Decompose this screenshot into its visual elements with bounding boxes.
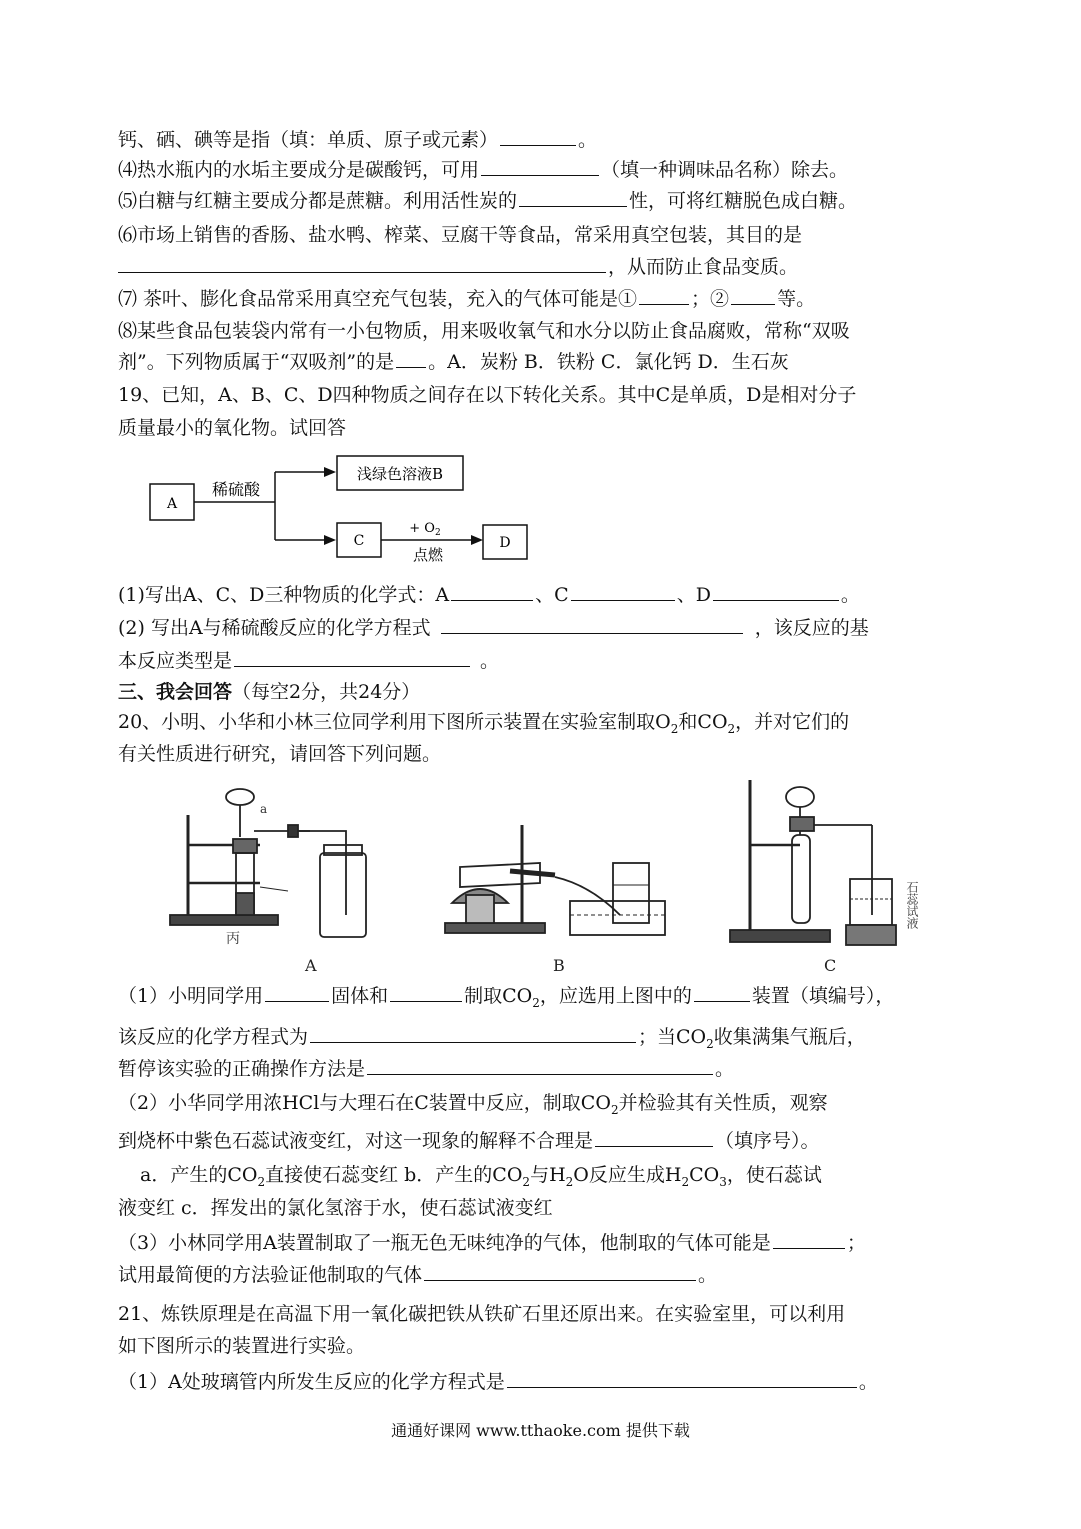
answer-blank[interactable] bbox=[234, 648, 470, 667]
text-line: 到烧杯中紫色石蕊试液变红，对这一现象的解释不合理是 （填序号）。 bbox=[118, 1130, 820, 1152]
apparatus-figure bbox=[160, 775, 940, 980]
answer-blank[interactable] bbox=[451, 582, 533, 601]
apparatus-a bbox=[170, 789, 366, 937]
answer-blank[interactable] bbox=[773, 1230, 845, 1249]
text-line: ⑻某些食品包装袋内常有一小包物质，用来吸收氧气和水分以防止食品腐败，常称“双吸 bbox=[118, 320, 850, 342]
apparatus-c bbox=[730, 780, 896, 945]
answer-blank[interactable] bbox=[500, 127, 576, 146]
ignite-label: 点燃 bbox=[412, 546, 444, 564]
arrow-head bbox=[324, 535, 336, 545]
text-line: 剂”。下列物质属于“双吸剂”的是 。A．炭粉 B．铁粉 C．氯化钙 D．生石灰 bbox=[118, 351, 789, 373]
text-line: ⑸白糖与红糖主要成分都是蔗糖。利用活性炭的 性，可将红糖脱色成白糖。 bbox=[118, 190, 858, 212]
text-line: （3）小林同学用A装置制取了一瓶无色无味纯净的气体，他制取的气体可能是 ； bbox=[118, 1232, 866, 1254]
text-line: 如下图所示的装置进行实验。 bbox=[118, 1335, 366, 1357]
text-line: 21、炼铁原理是在高温下用一氧化碳把铁从铁矿石里还原出来。在实验室里，可以利用 bbox=[118, 1303, 846, 1325]
answer-blank[interactable] bbox=[390, 983, 462, 1002]
text-line: (1)写出A、C、D三种物质的化学式：A 、C 、D 。 bbox=[118, 584, 860, 606]
text-line: ⑷热水瓶内的水垢主要成分是碳酸钙，可用 （填一种调味品名称）除去。 bbox=[118, 159, 849, 181]
answer-blank[interactable] bbox=[441, 615, 743, 634]
text-line: （1）小明同学用 固体和 制取$CO_2$，应选用上图中的 装置（填编号）， bbox=[118, 985, 895, 1010]
text-line: ⑹市场上销售的香肠、盐水鸭、榨菜、豆腐干等食品，常采用真空包装，其目的是 bbox=[118, 224, 803, 246]
answer-blank[interactable] bbox=[731, 286, 775, 305]
answer-blank[interactable] bbox=[118, 254, 606, 273]
conversion-diagram bbox=[140, 450, 540, 568]
page-footer: 通通好课网 www.tthaoke.com 提供下载 bbox=[391, 1421, 690, 1440]
text-line: 有关性质进行研究，请回答下列问题。 bbox=[118, 743, 442, 765]
answer-blank[interactable] bbox=[519, 188, 627, 207]
text-line: 暂停该实验的正确操作方法是 。 bbox=[118, 1058, 735, 1080]
litmus-label: 石蕊试液 bbox=[905, 881, 919, 929]
answer-blank[interactable] bbox=[571, 582, 675, 601]
text-line: （2）小华同学用浓HCl与大理石在C装置中反应，制取$CO_2$并检验其有关性质，观察 bbox=[118, 1092, 828, 1117]
apparatus-label-c: C bbox=[824, 956, 837, 975]
text-line: (2) 写出A与稀硫酸反应的化学方程式 ，该反应的基 bbox=[118, 617, 869, 639]
answer-blank[interactable] bbox=[507, 1369, 857, 1388]
text-line: 20、小明、小华和小林三位同学利用下图所示装置在实验室制取$O_2$和$CO_2$，并对它们的 bbox=[118, 711, 850, 736]
text-line: 试用最简便的方法验证他制取的气体 。 bbox=[118, 1264, 718, 1286]
answer-blank[interactable] bbox=[396, 349, 426, 368]
line-text: 钙、硒、碘等是指（填：单质、原子或元素） bbox=[118, 129, 499, 151]
arrow-head bbox=[471, 535, 483, 545]
box-d-label: D bbox=[499, 535, 511, 551]
box-b-label: 浅绿色溶液B bbox=[356, 465, 444, 483]
text-line: 质量最小的氧化物。试回答 bbox=[118, 417, 347, 439]
answer-blank[interactable] bbox=[639, 286, 689, 305]
text-line: a．产生的$CO_2$直接使石蕊变红 b．产生的$CO_2$与$H_2O$反应生成$H_2CO_3$，使石蕊试 bbox=[140, 1164, 822, 1189]
answer-blank[interactable] bbox=[265, 983, 329, 1002]
text-line: ⑺ 茶叶、膨化食品常采用真空充气包装，充入的气体可能是① ；② 等。 bbox=[118, 288, 816, 310]
label-bing: 丙 bbox=[226, 931, 240, 947]
arrow-head bbox=[324, 467, 336, 477]
text-line: （1）A处玻璃管内所发生反应的化学方程式是 。 bbox=[118, 1371, 878, 1393]
text-line: 液变红 c．挥发出的氯化氢溶于水，使石蕊试液变红 bbox=[118, 1197, 553, 1219]
o2-label: + $O_2$ bbox=[409, 521, 441, 538]
section-heading: 三、我会回答（每空2分，共24分） bbox=[118, 681, 421, 703]
text-line: 该反应的化学方程式为 ；当$CO_2$收集满集气瓶后， bbox=[118, 1026, 866, 1051]
text-line: 本反应类型是 。 bbox=[118, 650, 500, 672]
text-line: 钙、硒、碘等是指（填：单质、原子或元素） 。 bbox=[118, 129, 598, 151]
answer-blank[interactable] bbox=[694, 983, 750, 1002]
text-line: ，从而防止食品变质。 bbox=[118, 254, 958, 280]
label-a-small: a bbox=[260, 802, 268, 816]
box-a-label: A bbox=[166, 496, 178, 512]
answer-blank[interactable] bbox=[481, 157, 599, 176]
box-c-label: C bbox=[353, 533, 365, 549]
answer-blank[interactable] bbox=[310, 1024, 636, 1043]
answer-blank[interactable] bbox=[595, 1128, 713, 1147]
text-line: 19、已知，A、B、C、D四种物质之间存在以下转化关系。其中C是单质，D是相对分子 bbox=[118, 384, 857, 406]
apparatus-label-b: B bbox=[553, 956, 565, 975]
answer-blank[interactable] bbox=[713, 582, 839, 601]
answer-blank[interactable] bbox=[367, 1056, 713, 1075]
answer-blank[interactable] bbox=[424, 1262, 696, 1281]
apparatus-label-a: A bbox=[305, 956, 317, 975]
reagent-label: 稀硫酸 bbox=[211, 480, 261, 499]
apparatus-b bbox=[445, 825, 665, 935]
